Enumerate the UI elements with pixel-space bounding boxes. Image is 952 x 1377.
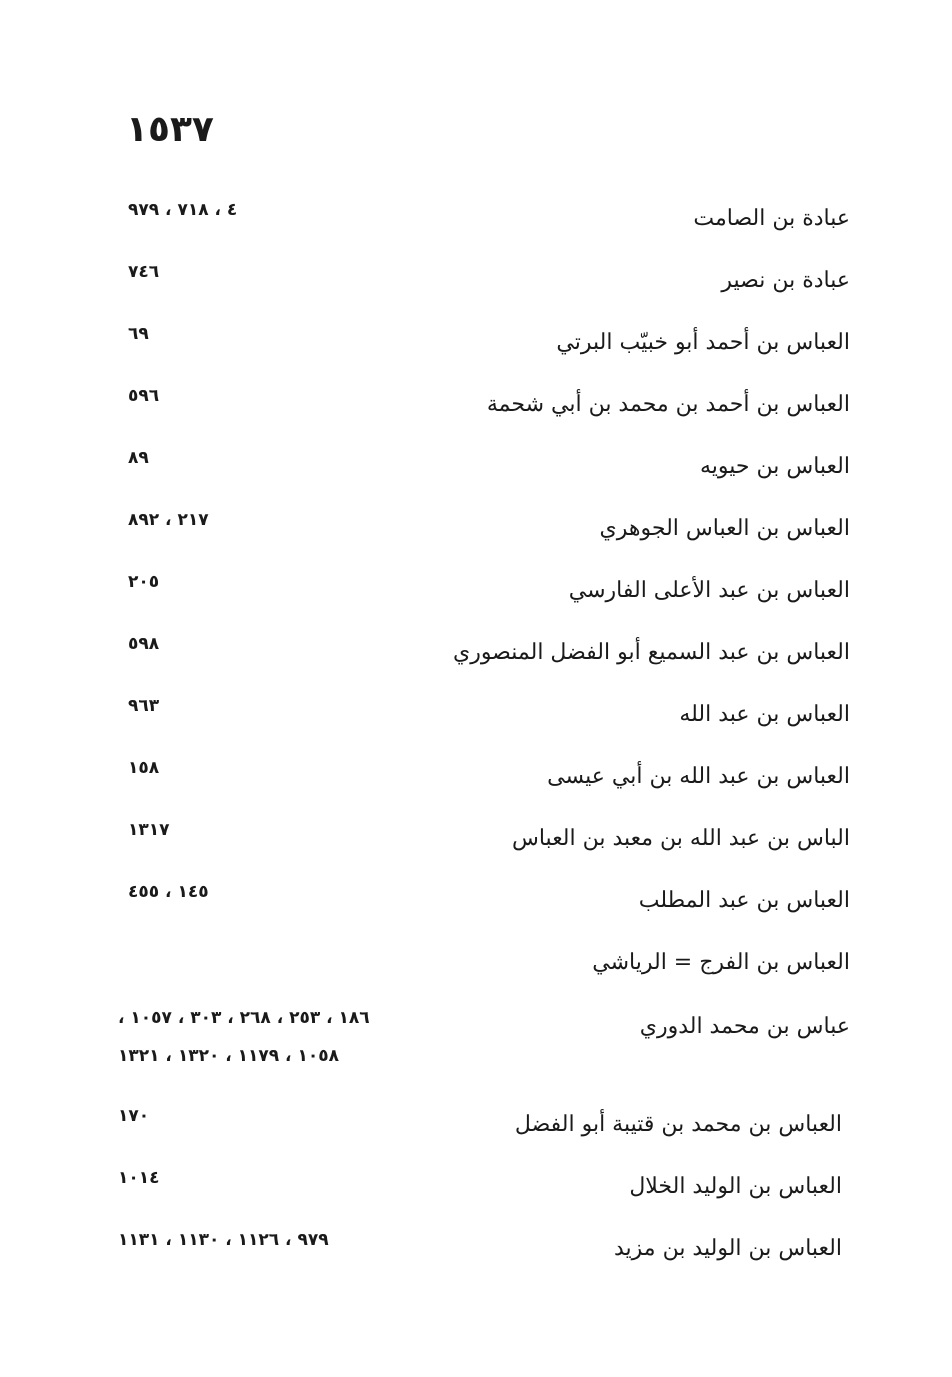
entry-name: العباس بن الفرج = الرياشي: [592, 950, 850, 975]
entry-pages: ١٥٨: [128, 758, 160, 778]
index-entry: [110, 572, 850, 612]
entry-name: العباس بن عبد الله: [679, 702, 850, 727]
entry-name: عباس بن محمد الدوري: [639, 1014, 850, 1039]
entry-pages: ١٧٠: [118, 1106, 150, 1126]
entry-name: عبادة بن الصامت: [693, 206, 850, 231]
entry-pages: ٧٤٦: [128, 262, 160, 282]
entry-pages: ٢٠٥: [128, 572, 160, 592]
index-entry: [110, 262, 850, 302]
entry-name: العباس بن العباس الجوهري: [599, 516, 850, 541]
entry-pages: ٦٩: [128, 324, 149, 344]
index-entry: [110, 882, 850, 922]
entry-name: العباس بن حيويه: [699, 454, 850, 479]
index-entry: [110, 696, 850, 736]
page-number: ١٥٣٧: [126, 109, 214, 150]
entry-pages-continued: ١٠٥٨ ، ١١٧٩ ، ١٣٢٠ ، ١٣٢١: [118, 1046, 339, 1066]
entry-name: العباس بن الوليد بن مزيد: [613, 1236, 842, 1261]
entry-pages: ١٣١٧: [128, 820, 170, 840]
index-entry: [110, 1230, 842, 1270]
entry-name: الباس بن عبد الله بن معبد بن العباس: [512, 826, 850, 851]
entry-name: العباس بن محمد بن قتيبة أبو الفضل: [514, 1112, 842, 1137]
entry-pages: ٩٦٣: [128, 696, 160, 716]
entry-name: العباس بن عبد الأعلى الفارسي: [568, 578, 850, 603]
index-entry: [110, 1168, 842, 1208]
entry-name: العباس بن الوليد الخلال: [629, 1174, 842, 1199]
entry-pages: ١٤٥ ، ٤٥٥: [128, 882, 209, 902]
index-entry: [110, 634, 850, 674]
entry-pages: ٨٩: [128, 448, 149, 468]
entry-name: العباس بن عبد السميع أبو الفضل المنصوري: [452, 640, 850, 665]
index-entry: [110, 324, 850, 364]
index-entry: [110, 1008, 850, 1088]
entry-pages: ١٨٦ ، ٢٥٣ ، ٢٦٨ ، ٣٠٣ ، ١٠٥٧ ،: [118, 1008, 370, 1028]
entry-name: العباس بن عبد الله بن أبي عيسى: [547, 764, 850, 789]
entry-name: العباس بن عبد المطلب: [638, 888, 850, 913]
entry-pages: ٤ ، ٧١٨ ، ٩٧٩: [128, 200, 238, 220]
entry-name: العباس بن أحمد أبو خبيّب البرتي: [556, 330, 850, 355]
index-entry: [110, 386, 850, 426]
entry-name: العباس بن أحمد بن محمد بن أبي شحمة: [486, 392, 850, 417]
index-entry: [110, 1106, 842, 1146]
index-entry: [110, 200, 850, 240]
entry-pages: ٢١٧ ، ٨٩٢: [128, 510, 209, 530]
entry-name: عبادة بن نصير: [721, 268, 850, 293]
index-entry: [110, 510, 850, 550]
entry-pages: ١٠١٤: [118, 1168, 160, 1188]
entry-pages: ٥٩٨: [128, 634, 160, 654]
entry-pages: ٩٧٩ ، ١١٢٦ ، ١١٣٠ ، ١١٣١: [118, 1230, 329, 1250]
index-entry: [110, 820, 850, 860]
index-entry: [110, 448, 850, 488]
index-entry: [110, 758, 850, 798]
index-entry: [110, 944, 850, 984]
entry-pages: ٥٩٦: [128, 386, 160, 406]
